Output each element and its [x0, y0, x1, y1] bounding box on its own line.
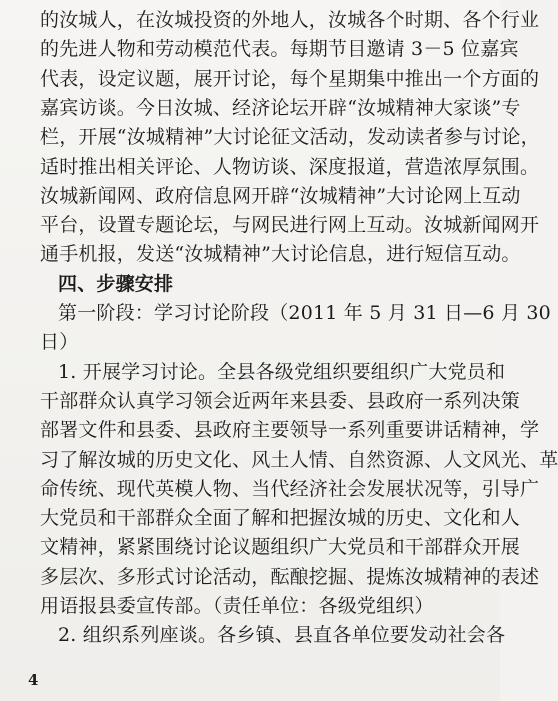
text-line: 大党员和干部群众全面了解和把握汝城的历史、文化和人 — [40, 507, 521, 529]
text-line: 第一阶段：学习讨论阶段（2011 年 5 月 31 日—6 月 30 — [58, 302, 551, 324]
text-line: 文精神，紧紧围绕讨论议题组织广大党员和干部群众开展 — [40, 536, 521, 558]
text-line: 适时推出相关评论、人物访谈、深度报道，营造浓厚氛围。 — [40, 156, 540, 178]
text-line: 干部群众认真学习领会近两年来县委、县政府一系列决策 — [40, 390, 521, 412]
section-heading: 四、步骤安排 — [58, 273, 174, 295]
text-line: 多层次、多形式讨论活动，酝酿挖掘、提炼汝城精神的表述 — [40, 566, 540, 588]
text-line: 命传统、现代英模人物、当代经济社会发展状况等，引导广 — [40, 478, 540, 500]
text-line: 日） — [40, 331, 79, 353]
text-line: 2. 组织系列座谈。各乡镇、县直各单位要发动社会各 — [58, 624, 506, 646]
text-line: 的汝城人，在汝城投资的外地人，汝城各个时期、各个行业 — [40, 9, 540, 31]
text-line: 平台，设置专题论坛，与网民进行网上互动。汝城新闻网开 — [40, 214, 540, 236]
text-line: 部署文件和县委、县政府主要领导一系列重要讲话精神，学 — [40, 419, 540, 441]
text-line: 汝城新闻网、政府信息网开辟“汝城精神”大讨论网上互动 — [40, 185, 521, 207]
text-line: 习了解汝城的历史文化、风土人情、自然资源、人文风光、革 — [40, 449, 558, 471]
text-line: 1. 开展学习讨论。全县各级党组织要组织广大党员和 — [58, 361, 506, 383]
text-line: 用语报县委宣传部。（责任单位：各级党组织） — [40, 595, 434, 617]
text-line: 嘉宾访谈。今日汝城、经济论坛开辟“汝城精神大家谈”专 — [40, 97, 521, 119]
text-line: 的先进人物和劳动模范代表。每期节目邀请 3－5 位嘉宾 — [40, 38, 519, 60]
text-line: 栏，开展“汝城精神”大讨论征文活动，发动读者参与讨论， — [40, 126, 540, 148]
page-number: 4 — [28, 671, 39, 689]
text-line: 代表，设定议题，展开讨论，每个星期集中推出一个方面的 — [40, 68, 540, 90]
text-line: 通手机报，发送“汝城精神”大讨论信息，进行短信互动。 — [40, 243, 521, 265]
